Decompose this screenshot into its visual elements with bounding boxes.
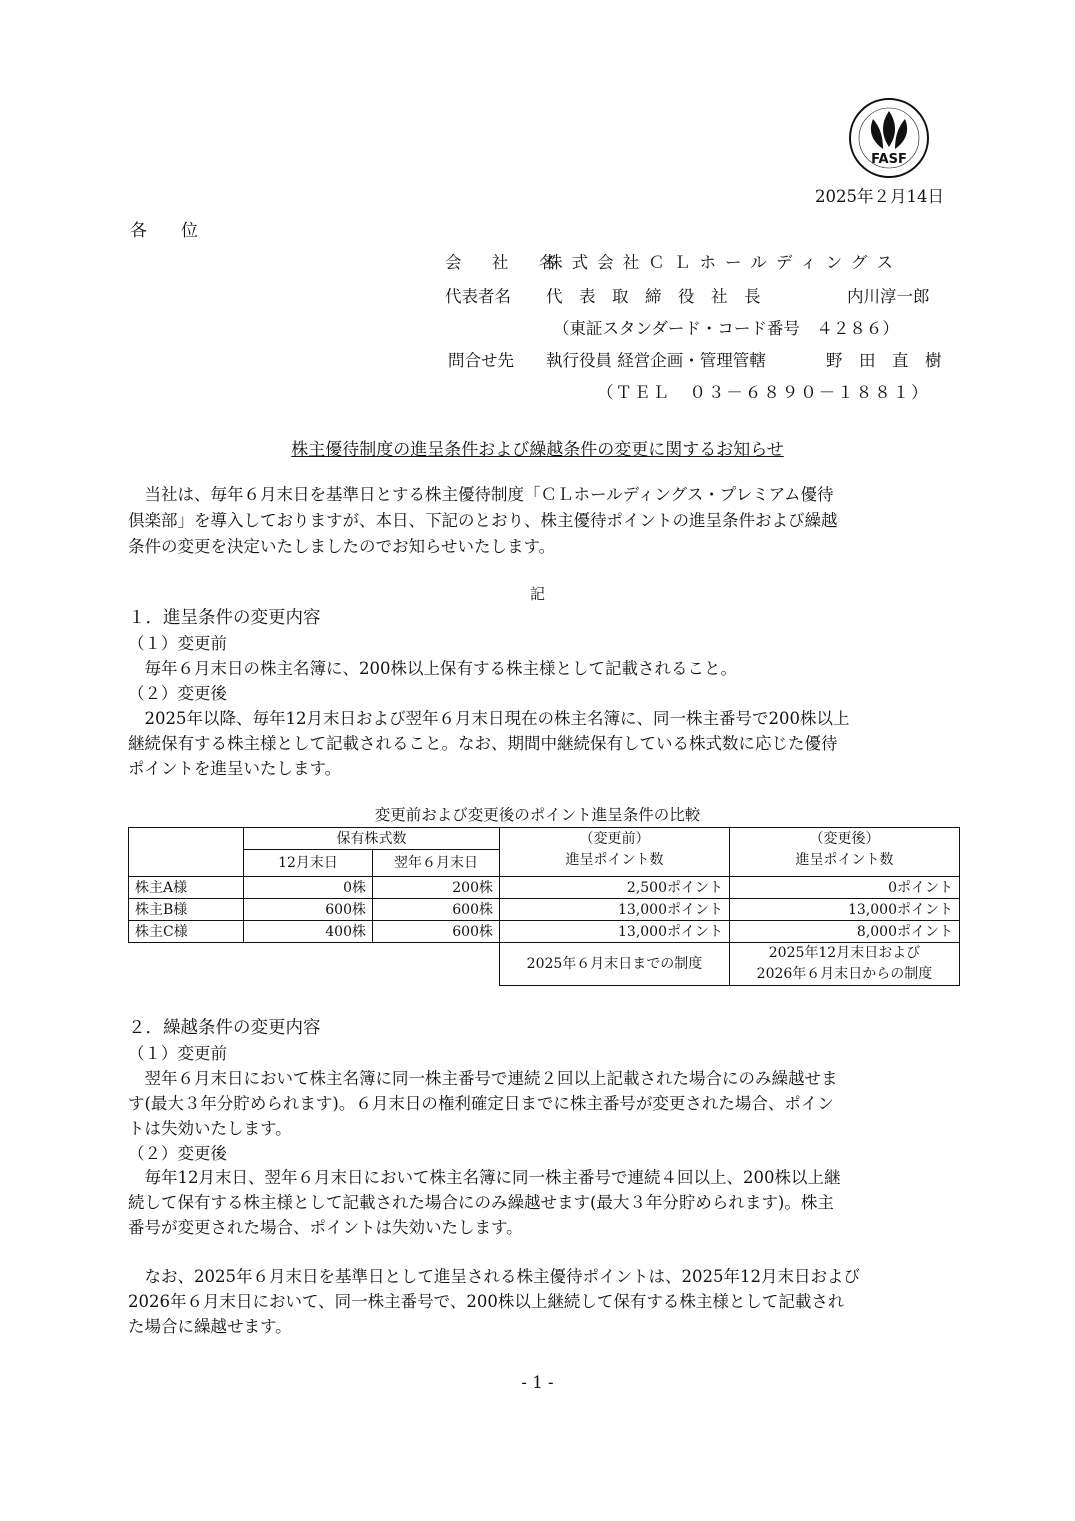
section1-before-text: 毎年６月末日の株主名簿に、200株以上保有する株主様として記載されること。: [128, 659, 737, 678]
page-number: - 1 -: [521, 1373, 554, 1392]
section1-after-label: （２）変更後: [128, 684, 227, 703]
intro-line-1: 当社は、毎年６月末日を基準日とする株主優待制度「ＣＬホールディングス・プレミアム優待: [128, 485, 834, 504]
closing-line-1: なお、2025年６月末日を基準日として進呈される株主優待ポイントは、2025年12月末日および: [128, 1267, 860, 1286]
row-after: 8,000ポイント: [730, 921, 960, 943]
footer-after: [730, 943, 960, 986]
fasf-logo: [848, 97, 930, 179]
row-dec: 400株: [244, 921, 373, 943]
row-jun: 600株: [373, 899, 500, 921]
logo-text: FASF: [871, 152, 907, 167]
header-before-1: （変更前）: [579, 831, 650, 847]
row-name: 株主B様: [129, 899, 244, 921]
closing-line-2: 2026年６月末日において、同一株主番号で、200株以上継続して保有する株主様として記載され: [128, 1292, 845, 1311]
row-after: 0ポイント: [730, 877, 960, 899]
representative-name: 内川淳一郎: [847, 287, 930, 306]
row-name: 株主A様: [129, 877, 244, 899]
section1-after-line-1: 2025年以降、毎年12月末日および翌年６月末日現在の株主名簿に、同一株主番号で200株以上: [128, 709, 850, 728]
comparison-table: [128, 827, 960, 986]
table-header-row: [129, 828, 960, 850]
row-after: 13,000ポイント: [730, 899, 960, 921]
stock-code: （東証スタンダード・コード番号 ４２８６）: [553, 319, 899, 338]
closing-line-3: た場合に繰越せます。: [128, 1317, 292, 1336]
table-footer-row: [129, 943, 960, 986]
document-title: 株主優待制度の進呈条件および繰越条件の変更に関するお知らせ: [291, 440, 784, 460]
section2-before-label: （１）変更前: [128, 1044, 227, 1063]
representative-label: 代表者名: [445, 287, 511, 306]
table-row: [129, 921, 960, 943]
row-jun: 600株: [373, 921, 500, 943]
section2-before-line-1: 翌年６月末日において株主名簿に同一株主番号で連続２回以上記載された場合にのみ繰越せま: [128, 1069, 838, 1088]
row-name: 株主C様: [129, 921, 244, 943]
company-name-label: 会 社 名: [445, 253, 563, 272]
section2-before-line-2: す(最大３年分貯められます)。６月末日の権利確定日までに株主番号が変更された場合、ポイン: [128, 1094, 834, 1113]
table-row: [129, 899, 960, 921]
header-after-1: （変更後）: [809, 831, 880, 847]
header-after-2: 進呈ポイント数: [795, 852, 894, 868]
row-before: 13,000ポイント: [500, 899, 730, 921]
header-after: [730, 828, 960, 877]
header-holdings: 保有株式数: [244, 828, 500, 850]
row-before: 2,500ポイント: [500, 877, 730, 899]
row-before: 13,000ポイント: [500, 921, 730, 943]
contact-tel: （ＴＥＬ ０３－６８９０－１８８１）: [597, 383, 930, 402]
table-caption: 変更前および変更後のポイント進呈条件の比較: [374, 806, 701, 824]
section1-after-line-2: 継続保有する株主様として記載されること。なお、期間中継続保有している株式数に応じた優待: [128, 734, 838, 753]
intro-line-2: 倶楽部」を導入しておりますが、本日、下記のとおり、株主優待ポイントの進呈条件および繰越: [128, 511, 838, 530]
contact-label: 問合せ先: [448, 351, 514, 370]
contact-name: 野 田 直 樹: [826, 351, 942, 370]
section2-after-label: （２）変更後: [128, 1144, 227, 1163]
header-before: [500, 828, 730, 877]
representative-title: 代 表 取 締 役 社 長: [546, 287, 761, 306]
issue-date: 2025年２月14日: [815, 187, 944, 206]
section2-after-line-3: 番号が変更された場合、ポイントは失効いたします。: [128, 1218, 523, 1237]
section1-after-line-3: ポイントを進呈いたします。: [128, 759, 342, 778]
row-jun: 200株: [373, 877, 500, 899]
company-name: 株式会社ＣＬホールディングス: [546, 253, 902, 272]
contact-title: 執行役員 経営企画・管理管轄: [546, 351, 766, 370]
intro-line-3: 条件の変更を決定いたしましたのでお知らせいたします。: [128, 537, 556, 556]
section1-heading: １．進呈条件の変更内容: [128, 608, 321, 628]
row-dec: 0株: [244, 877, 373, 899]
header-jun: 翌年６月末日: [373, 850, 500, 877]
footer-after-1: 2025年12月末日および: [768, 945, 921, 961]
row-dec: 600株: [244, 899, 373, 921]
section2-after-line-2: 続して保有する株主様として記載された場合にのみ繰越せます(最大３年分貯められます)。株主: [128, 1193, 834, 1212]
header-empty: [129, 828, 244, 877]
header-dec: 12月末日: [244, 850, 373, 877]
section2-after-line-1: 毎年12月末日、翌年６月末日において株主名簿に同一株主番号で連続４回以上、200株以上継: [128, 1168, 841, 1187]
section1-before-label: （１）変更前: [128, 634, 227, 653]
addressee: 各 位: [130, 221, 198, 241]
ki-mark: 記: [529, 585, 545, 603]
header-before-2: 進呈ポイント数: [565, 852, 664, 868]
footer-before: 2025年６月末日までの制度: [500, 943, 730, 986]
table-row: [129, 877, 960, 899]
section2-before-line-3: トは失効いたします。: [128, 1119, 292, 1138]
section2-heading: ２．繰越条件の変更内容: [128, 1018, 321, 1038]
footer-after-2: 2026年６月末日からの制度: [756, 966, 933, 982]
